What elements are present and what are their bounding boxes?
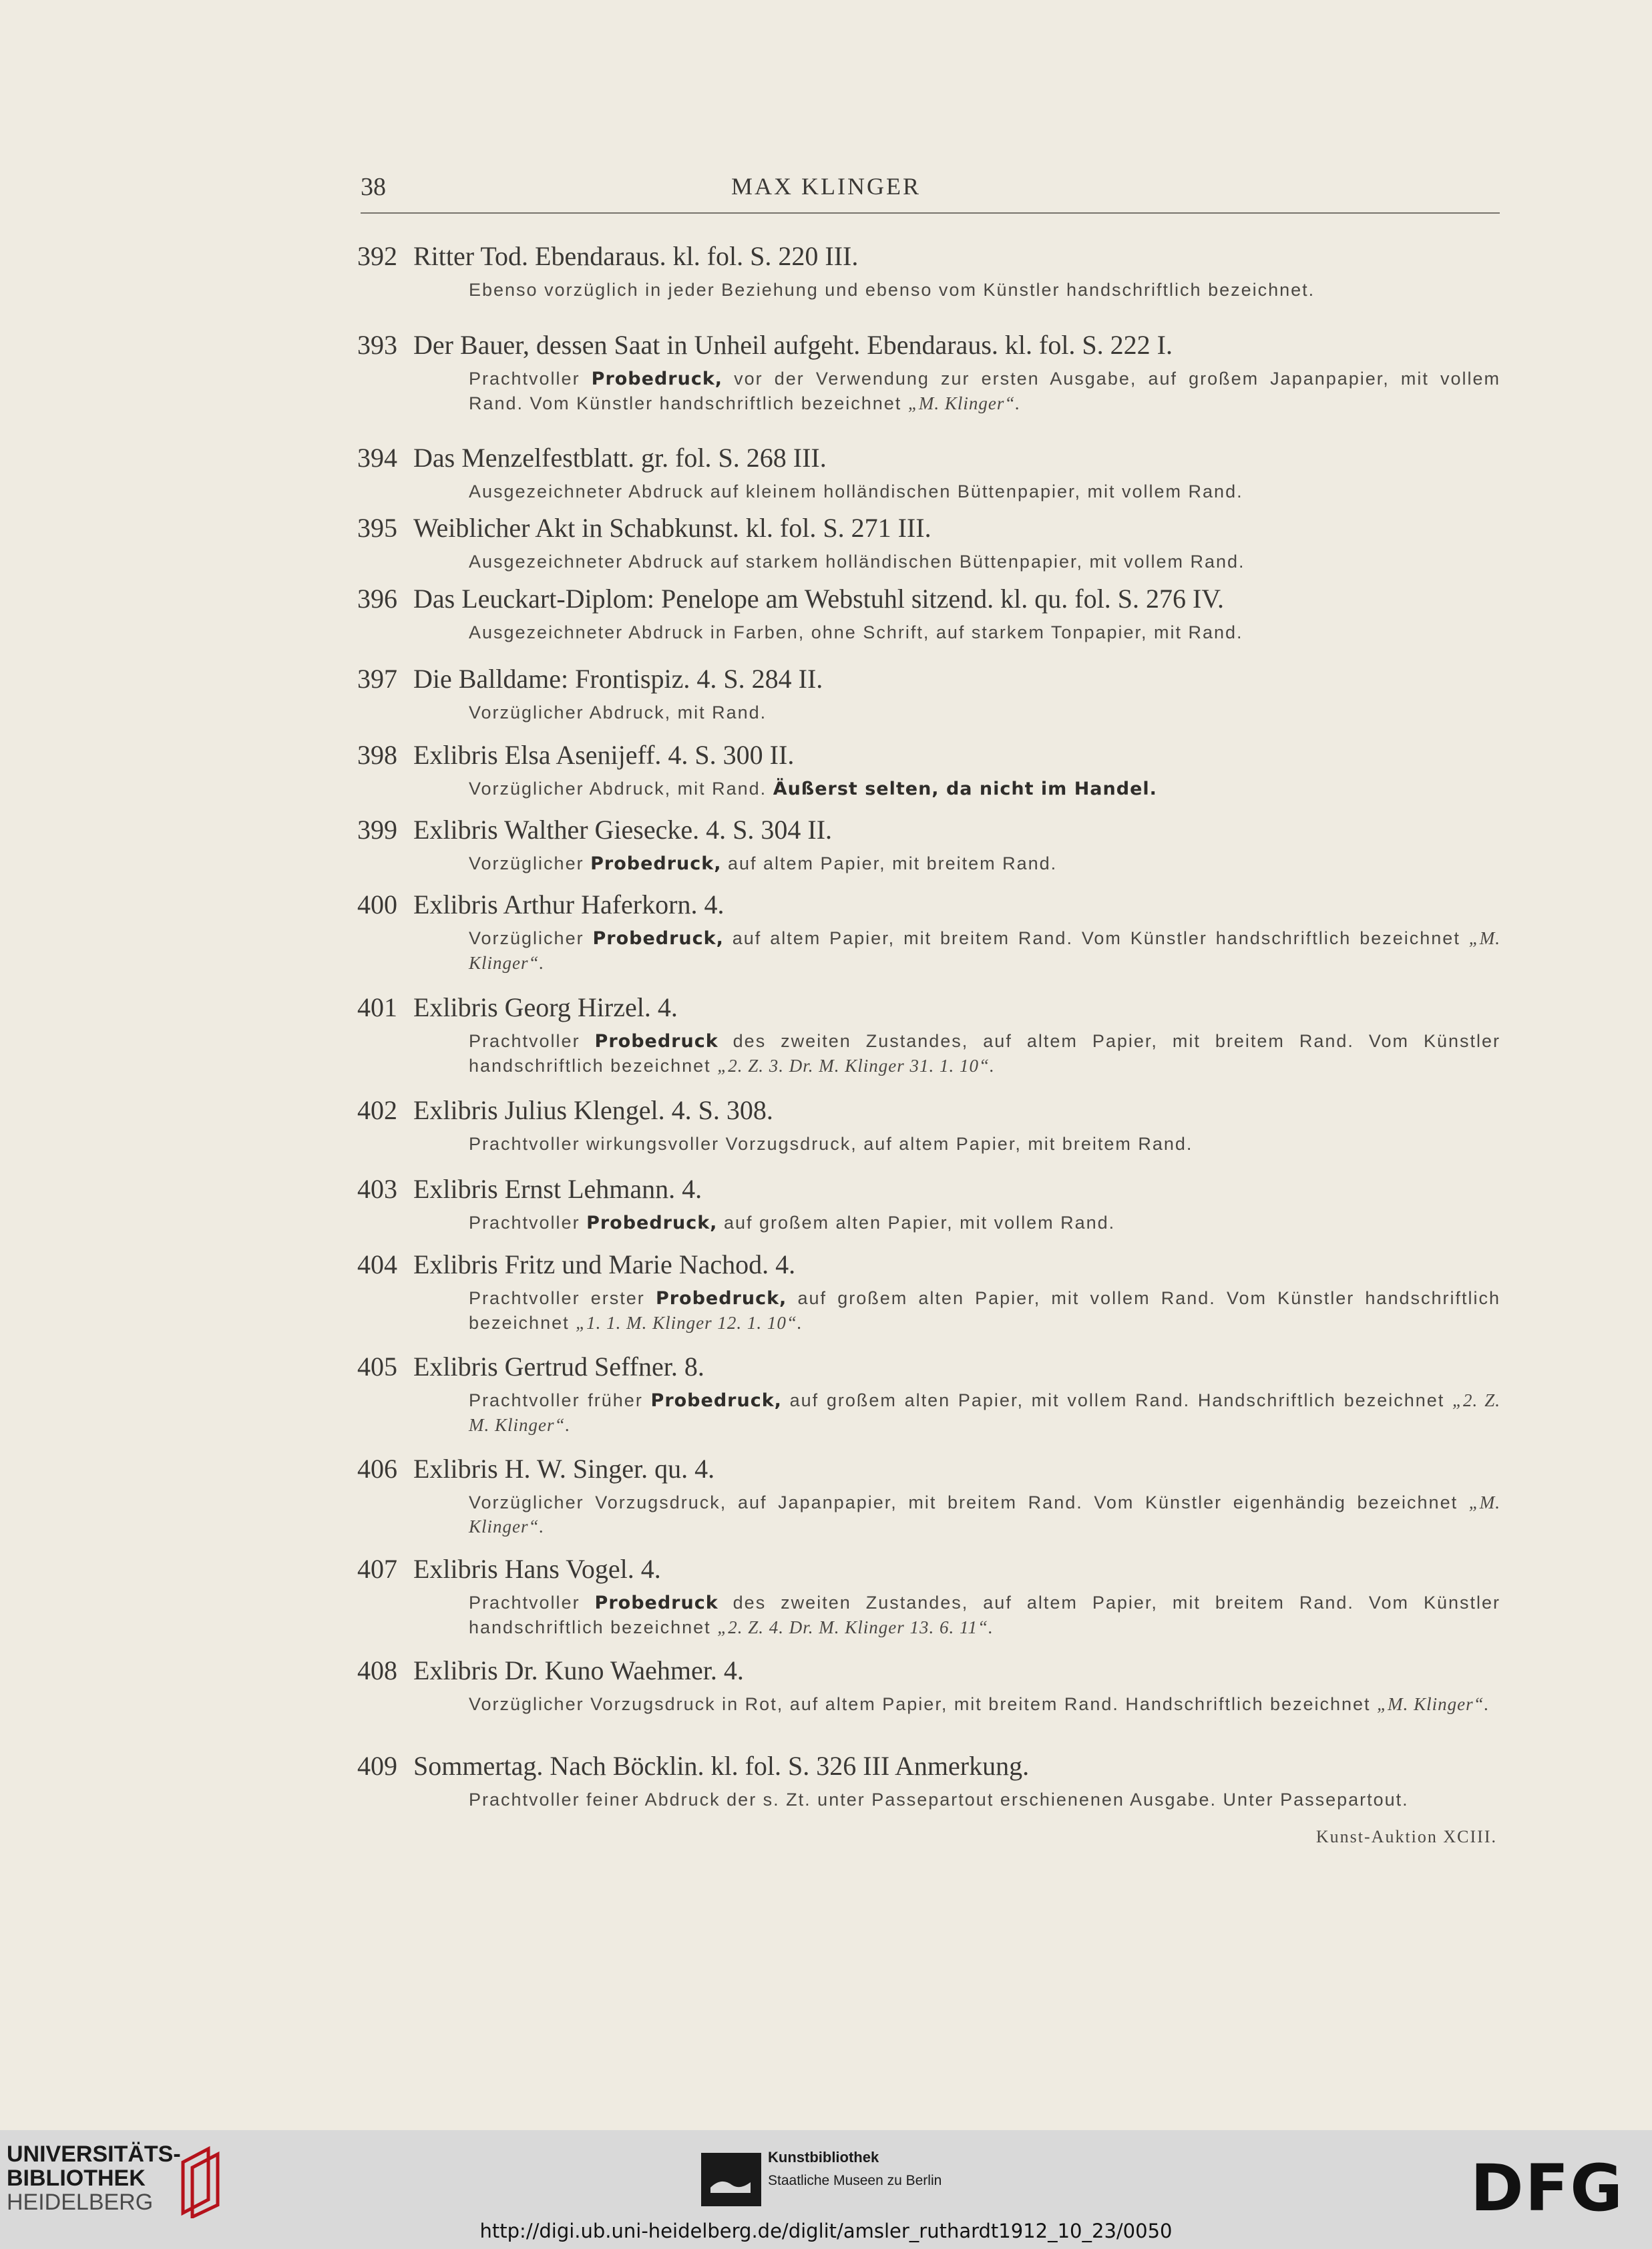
description-text: Ebenso vorzüglich in jeder Beziehung und ebenso vom Künstler handschriftlich bezeichnet. (469, 280, 1315, 300)
signature-inscription: „M. Klinger“. (907, 393, 1021, 413)
kunstbibliothek-logo[interactable] (701, 2146, 968, 2213)
lot-number: 393 (357, 330, 397, 360)
description-text: auf großem alten Papier, mit vollem Rand. Handschriftlich bezeichnet (781, 1390, 1452, 1410)
description-text: Prachtvoller (469, 1213, 587, 1233)
lot-description (469, 278, 1500, 302)
lot-title (357, 1453, 714, 1484)
lot-number: 398 (357, 740, 397, 770)
emphasis-text: Probedruck, (590, 853, 722, 874)
lot-description (469, 777, 1500, 801)
lot-title-text: Der Bauer, dessen Saat in Unheil aufgeht. Ebendaraus. kl. fol. S. 222 I. (413, 330, 1173, 360)
lot-title-text: Das Menzelfestblatt. gr. fol. S. 268 III. (413, 443, 827, 473)
lot-title-text: Exlibris Hans Vogel. 4. (413, 1554, 661, 1584)
lot-description (469, 1132, 1500, 1156)
lot-description (469, 620, 1500, 644)
lot-number: 399 (357, 815, 397, 845)
lot-title (357, 992, 678, 1023)
lot-number: 392 (357, 241, 397, 271)
emphasis-text: Äußerst selten, da nicht im Handel. (773, 779, 1157, 799)
lot-number: 405 (357, 1352, 397, 1382)
lot-title-text: Exlibris Arthur Haferkorn. 4. (413, 889, 725, 919)
lot-title (357, 1249, 795, 1280)
header-rule (361, 212, 1500, 214)
lot-title-text: Exlibris Dr. Kuno Waehmer. 4. (413, 1655, 744, 1685)
emphasis-text: Probedruck (594, 1593, 718, 1613)
lot-number: 395 (357, 513, 397, 543)
lot-number: 403 (357, 1174, 397, 1204)
lot-title (357, 583, 1224, 614)
lot-number: 401 (357, 992, 397, 1022)
lot-title (357, 1553, 661, 1585)
lot-number: 400 (357, 889, 397, 919)
description-text: Prachtvoller erster (469, 1288, 656, 1308)
description-text: Vorzüglicher Abdruck, mit Rand. (469, 779, 773, 799)
library-name (7, 2142, 181, 2214)
signature-inscription: „M. Klinger“. (469, 928, 1500, 973)
description-text: Prachtvoller (469, 369, 592, 389)
page-number: 38 (361, 173, 386, 201)
lot-title-text: Exlibris H. W. Singer. qu. 4. (413, 1454, 715, 1484)
lot-title (357, 442, 827, 473)
lot-title-text: Weiblicher Akt in Schabkunst. kl. fol. S. 271 III. (413, 513, 932, 543)
catalog-note: Kunst-Auktion XCIII. (1315, 1827, 1497, 1846)
signature-inscription: „M. Klinger“. (469, 1492, 1500, 1537)
emphasis-text: Probedruck, (655, 1288, 787, 1309)
description-text: des zweiten Zustandes, auf altem Papier, mit breitem Rand. Vom Künstler handschriftlich bezeichnet (469, 1593, 1500, 1637)
heidelberg-library-logo[interactable] (7, 2142, 227, 2221)
description-text: Vorzüglicher Abdruck, mit Rand. (469, 702, 767, 723)
lot-description (469, 479, 1500, 503)
lot-description (469, 1388, 1500, 1437)
dfg-logo[interactable] (1470, 2157, 1631, 2217)
library-mark-icon (174, 2143, 227, 2218)
lot-description (469, 926, 1500, 975)
description-text: auf altem Papier, mit breitem Rand. (721, 853, 1058, 873)
emphasis-text: Probedruck, (591, 369, 723, 389)
description-text: Prachtvoller feiner Abdruck der s. Zt. unter Passepartout erschienenen Ausgabe. Unter Passepartout. (469, 1790, 1409, 1810)
library-name-line3: HEIDELBERG (7, 2190, 154, 2215)
lot-title (357, 1750, 1029, 1782)
signature-inscription: „2. Z. 3. Dr. M. Klinger 31. 1. 10“. (717, 1056, 995, 1076)
lot-title (357, 329, 1173, 361)
lot-description (469, 1490, 1500, 1539)
lot-description (469, 367, 1500, 415)
lot-number: 396 (357, 584, 397, 614)
lot-number: 407 (357, 1554, 397, 1584)
lot-title-text: Ritter Tod. Ebendaraus. kl. fol. S. 220 III. (413, 241, 859, 271)
lot-title (357, 1173, 702, 1205)
lot-title (357, 1655, 744, 1686)
emphasis-text: Probedruck (594, 1031, 718, 1052)
kunstbibliothek-mark-icon (701, 2153, 761, 2206)
description-text: auf altem Papier, mit breitem Rand. Vom Künstler handschriftlich bezeichnet (723, 928, 1469, 948)
footer-bar (0, 2130, 1652, 2249)
lot-description (469, 1029, 1500, 1078)
lot-number: 406 (357, 1454, 397, 1484)
kunstbibliothek-name: Kunstbibliothek (768, 2149, 879, 2166)
lot-title (357, 663, 823, 694)
emphasis-text: Probedruck, (586, 1213, 718, 1233)
lot-title-text: Das Leuckart-Diplom: Penelope am Webstuhl sitzend. kl. qu. fol. S. 276 IV. (413, 584, 1225, 614)
description-text: Vorzüglicher (469, 928, 593, 948)
signature-inscription: „M. Klinger“. (1377, 1694, 1490, 1714)
description-text: Prachtvoller früher (469, 1390, 651, 1410)
lot-description (469, 1788, 1500, 1812)
lot-number: 408 (357, 1655, 397, 1685)
lot-number: 394 (357, 443, 397, 473)
description-text: vor der Verwendung zur ersten Ausgabe, auf großem Japanpapier, mit vollem Rand. Vom Künstler handschriftlich bezeichnet (469, 369, 1500, 413)
lot-title (357, 1351, 704, 1382)
description-text: Prachtvoller (469, 1593, 595, 1613)
lot-title-text: Exlibris Ernst Lehmann. 4. (413, 1174, 702, 1204)
description-text: Vorzüglicher Vorzugsdruck in Rot, auf altem Papier, mit breitem Rand. Handschriftlich bezeichnet (469, 1694, 1378, 1714)
description-text: Prachtvoller (469, 1031, 595, 1051)
lot-description (469, 851, 1500, 876)
lot-title (357, 1094, 773, 1126)
lot-number: 402 (357, 1095, 397, 1125)
lot-number: 397 (357, 664, 397, 694)
lot-title (357, 814, 832, 845)
lot-description (469, 1286, 1500, 1335)
lot-title-text: Sommertag. Nach Böcklin. kl. fol. S. 326 III Anmerkung. (413, 1751, 1030, 1781)
description-text: Ausgezeichneter Abdruck auf kleinem holländischen Büttenpapier, mit vollem Rand. (469, 481, 1243, 501)
description-text: Prachtvoller wirkungsvoller Vorzugsdruck, auf altem Papier, mit breitem Rand. (469, 1134, 1193, 1154)
signature-inscription: „2. Z. M. Klinger“. (469, 1390, 1500, 1435)
description-text: Ausgezeichneter Abdruck auf starkem holländischen Büttenpapier, mit vollem Rand. (469, 552, 1245, 572)
description-text: auf großem alten Papier, mit vollem Rand. (717, 1213, 1116, 1233)
lot-title-text: Exlibris Elsa Asenijeff. 4. S. 300 II. (413, 740, 795, 770)
lot-title-text: Exlibris Walther Giesecke. 4. S. 304 II. (413, 815, 833, 845)
lot-title-text: Exlibris Georg Hirzel. 4. (413, 992, 678, 1022)
lot-description (469, 1211, 1500, 1235)
emphasis-text: Probedruck, (592, 928, 724, 949)
library-name-line2: BIBLIOTHEK (7, 2166, 146, 2191)
library-name-line1: UNIVERSITÄTS- (7, 2141, 181, 2167)
lot-title (357, 889, 724, 920)
description-text: auf großem alten Papier, mit vollem Rand. Vom Künstler handschriftlich bezeichnet (469, 1288, 1500, 1333)
description-text: Ausgezeichneter Abdruck in Farben, ohne Schrift, auf starkem Tonpapier, mit Rand. (469, 622, 1243, 642)
kunstbibliothek-subtitle: Staatliche Museen zu Berlin (768, 2173, 942, 2188)
description-text: Vorzüglicher Vorzugsdruck, auf Japanpapier, mit breitem Rand. Vom Künstler eigenhändig bezeichnet (469, 1492, 1469, 1512)
lot-title (357, 240, 858, 272)
lot-description (469, 1591, 1500, 1639)
lot-title (357, 512, 932, 544)
lot-number: 404 (357, 1249, 397, 1279)
emphasis-text: Probedruck, (650, 1390, 782, 1411)
permalink-url[interactable]: http://digi.ub.uni-heidelberg.de/diglit/amsler_ruthardt1912_10_23/0050 (479, 2220, 1173, 2242)
lot-description (469, 1692, 1500, 1716)
lot-title (357, 739, 794, 771)
signature-inscription: „1. 1. M. Klinger 12. 1. 10“. (576, 1313, 803, 1333)
description-text: des zweiten Zustandes, auf altem Papier, mit breitem Rand. Vom Künstler handschriftlich bezeichnet (469, 1031, 1500, 1076)
signature-inscription: „2. Z. 4. Dr. M. Klinger 13. 6. 11“. (717, 1617, 994, 1637)
dfg-logo-text: DFG (1470, 2157, 1625, 2217)
lot-title-text: Exlibris Julius Klengel. 4. S. 308. (413, 1095, 773, 1125)
lot-title-text: Exlibris Gertrud Seffner. 8. (413, 1352, 704, 1382)
lot-title-text: Die Balldame: Frontispiz. 4. S. 284 II. (413, 664, 823, 694)
lot-number: 409 (357, 1751, 397, 1781)
lot-description (469, 700, 1500, 725)
lot-description (469, 550, 1500, 574)
description-text: Vorzüglicher (469, 853, 591, 873)
running-title: MAX KLINGER (731, 173, 921, 200)
lot-title-text: Exlibris Fritz und Marie Nachod. 4. (413, 1249, 796, 1279)
